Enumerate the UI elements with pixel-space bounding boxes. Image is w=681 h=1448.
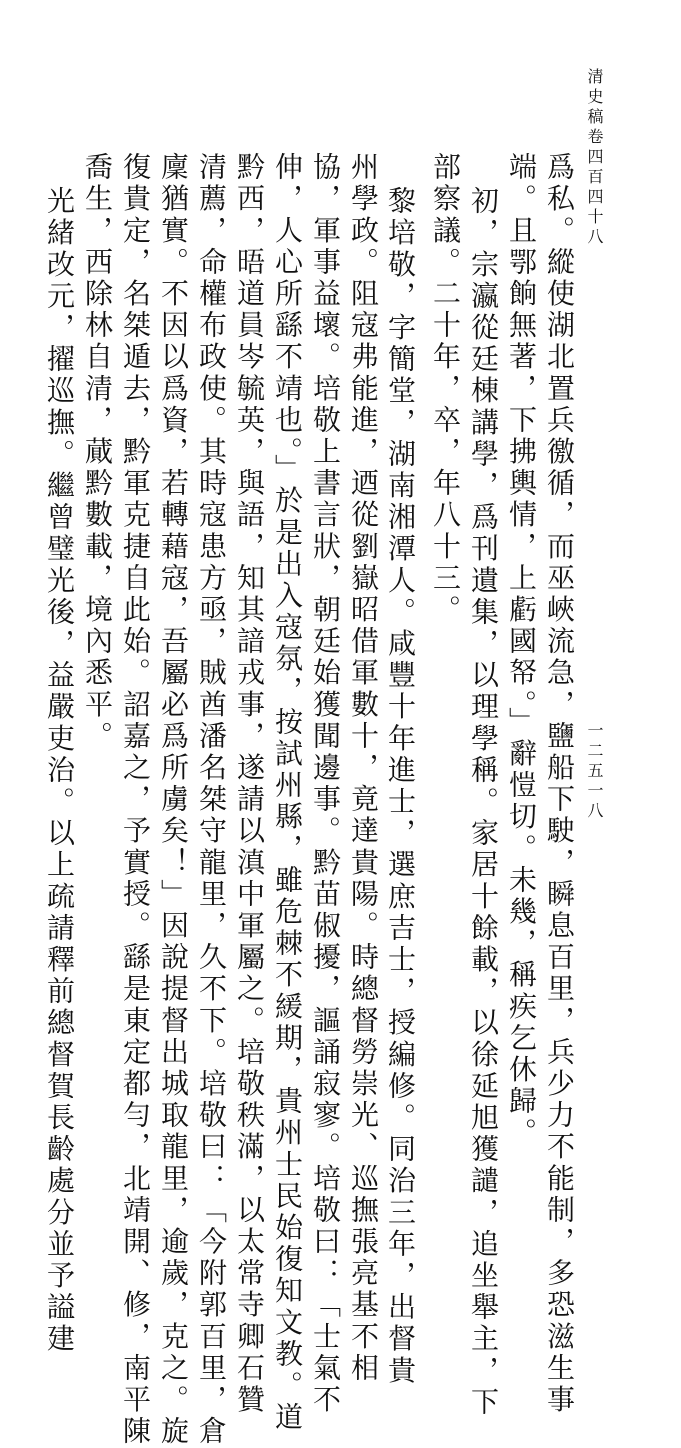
text-column-1: 爲私。縱使湖北置兵徼循，而巫峽流急，鹽船下駛，瞬息百里，兵少力不能制，多恐滋生事 <box>543 152 576 1416</box>
text-column-13: 喬生，西除林自清，蕆黔數載，境內悉平。 <box>81 152 114 753</box>
text-column-9: 黔西，晤道員岑毓英，與語，知其諳戎事，遂請以滇中軍屬之。培敬秩滿，以太常寺卿石贊 <box>233 152 266 1416</box>
text-column-2: 端。且鄂餉無著，下拂輿情，上虧國帑。」辭愷切。未幾，稱疾乞休歸。 <box>505 152 538 1150</box>
text-column-5: 黎培敬，字簡堂，湖南湘潭人。咸豐十年進士，選庶吉士，授編修。同治三年，出督貴 <box>384 186 417 1387</box>
text-column-14: 光緒改元，擢巡撫。繼曾璧光後，益嚴吏治。以上疏請釋前總督賀長齡處分並予謚建 <box>43 186 76 1356</box>
text-column-3: 初，宗瀛從廷棟講學，爲刊遺集，以理學稱。家居十餘載，以徐延旭獲譴，追坐舉主，下 <box>467 186 500 1419</box>
text-column-10: 清薦，命權布政使。其時寇患方亟，賊酋潘名桀守龍里，久不下。培敬曰：「今附郭百里，倉 <box>195 152 228 1448</box>
text-column-11: 廩猶實。不因以爲資，若轉藉寇，吾屬必爲所虜矣！」因說提督出城取龍里，逾歲，克之。旋 <box>157 152 190 1448</box>
page-number: 一二五一八 <box>585 722 604 822</box>
text-column-7: 協，軍事益壞。培敬上書言狀，朝廷始獲聞邊事。黔苗俶擾，謳誦寂寥。培敬曰：「士氣不 <box>309 152 342 1416</box>
text-column-6: 州學政。阻寇弗能進，迺從劉嶽昭借軍數十，竟達貴陽。時總督勞崇光、巡撫張亮基不相 <box>347 152 380 1385</box>
text-column-8: 伸，人心所繇不靖也。」於是出入寇氛，按試州縣，雖危棘不緩期，貴州士民始復知文教。道 <box>271 152 304 1434</box>
text-column-12: 復貴定，名桀遁去，黔軍克捷自此始。詔嘉之，予實授。繇是東定都勻，北靖開、修，南平陳 <box>119 152 152 1448</box>
text-column-4: 部察議。二十年，卒，年八十三。 <box>429 152 462 626</box>
book-title: 清史稿卷四百四十八 <box>585 68 604 248</box>
